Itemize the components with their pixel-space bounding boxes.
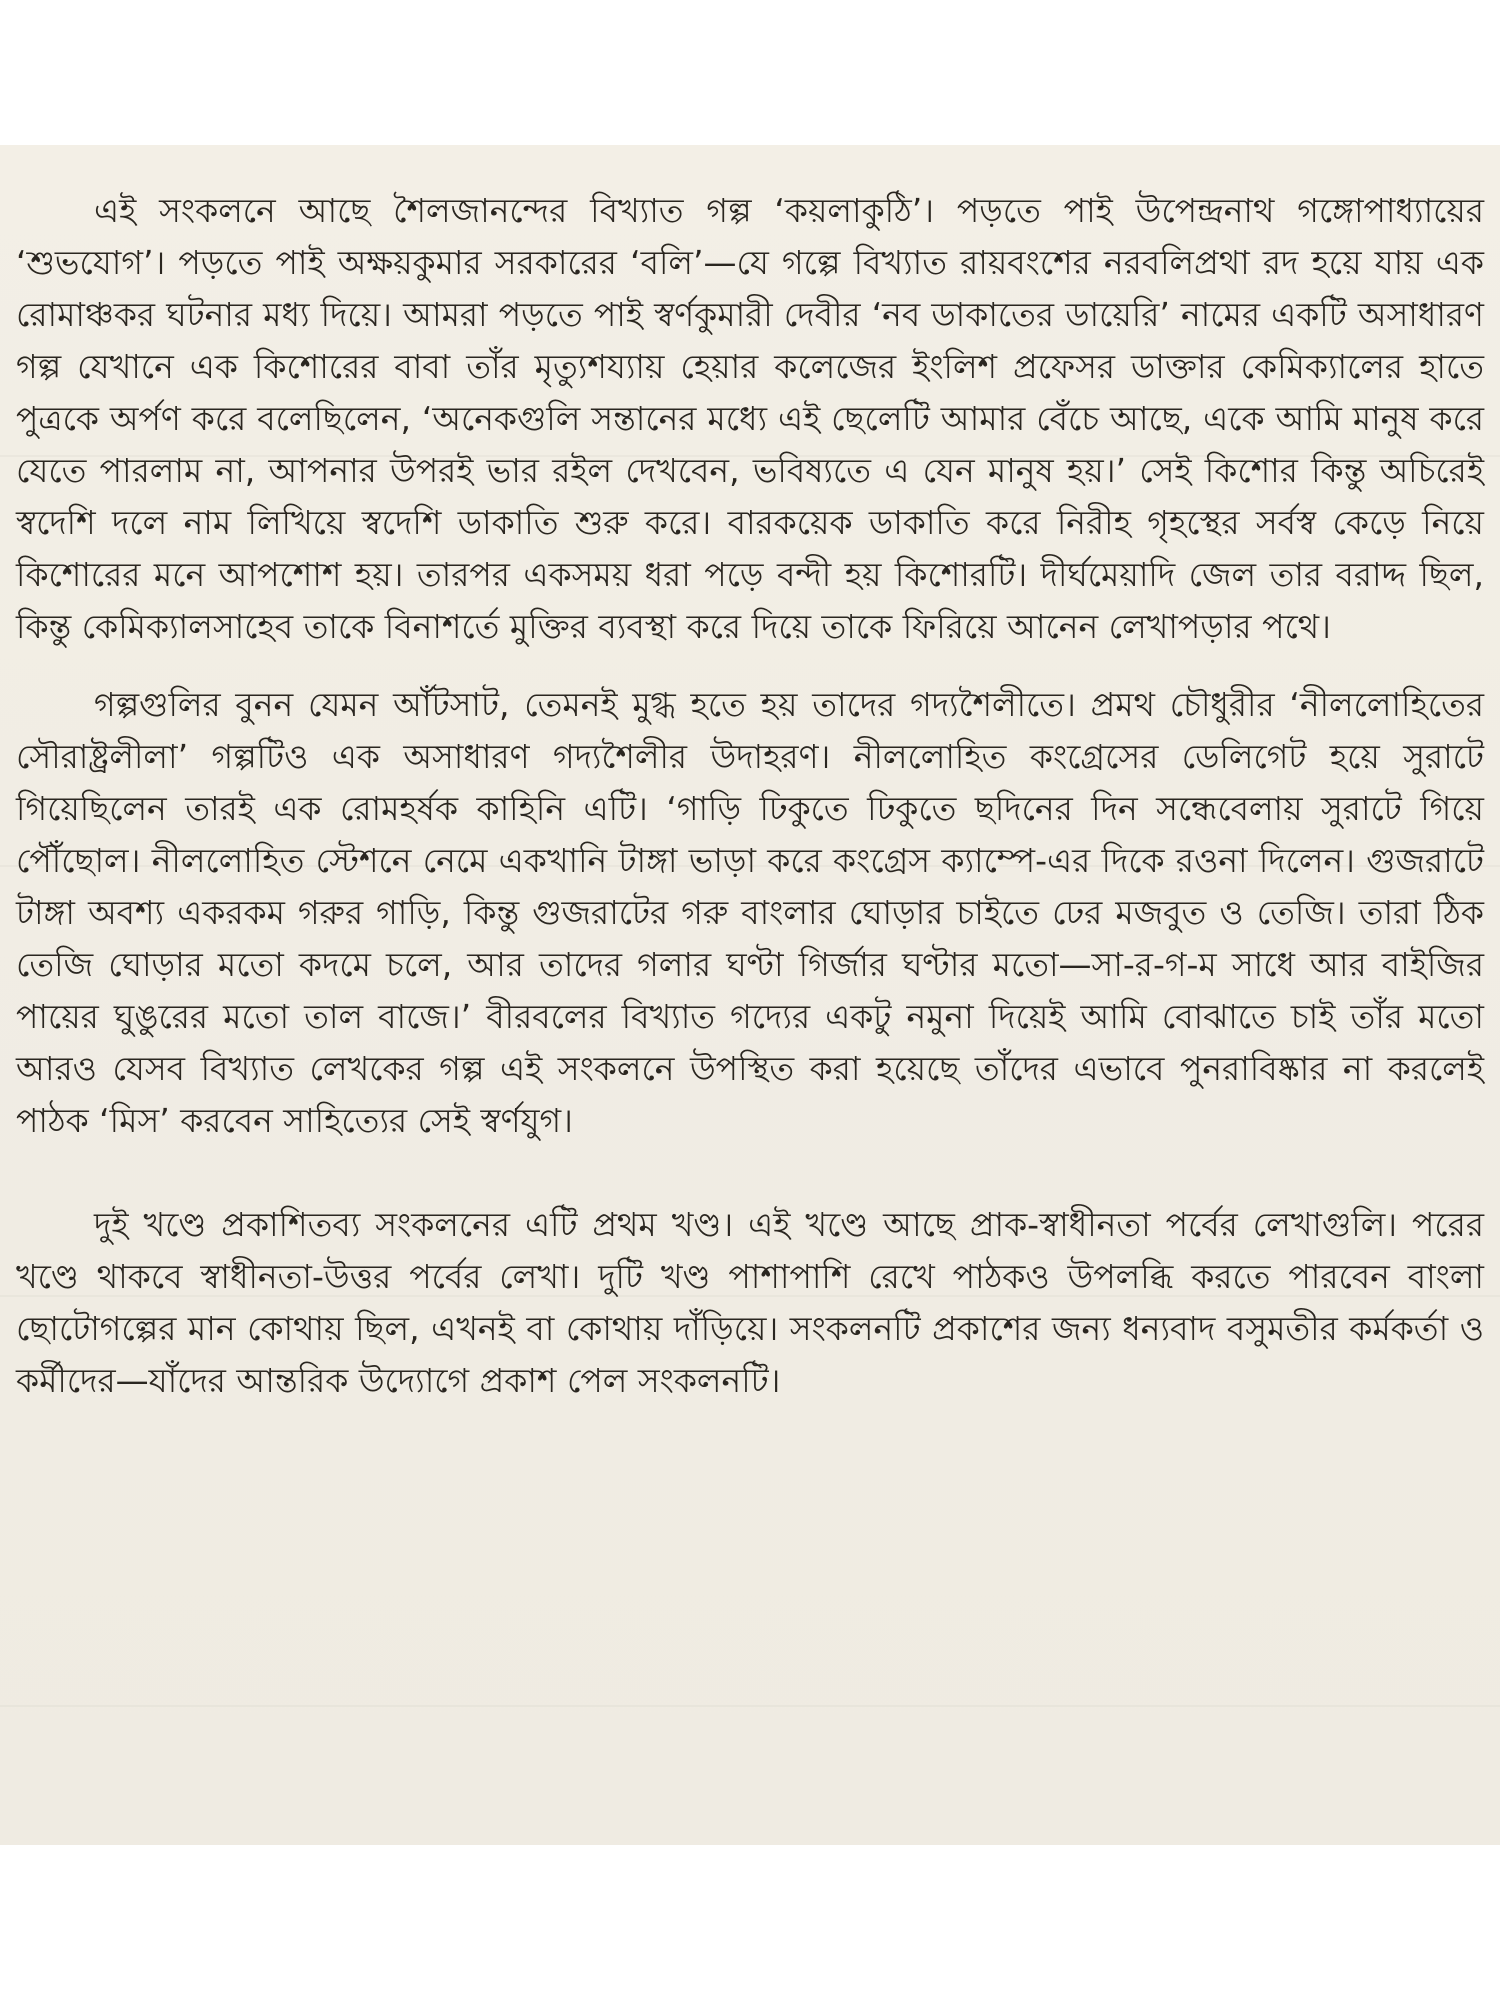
paragraph-2: গল্পগুলির বুনন যেমন আঁটসাট, তেমনই মুগ্ধ হতে হয় তাদের গদ্যশৈলীতে। প্রমথ চৌধুরীর ‘নীললোহিতের সৌরাষ্ট্রলীলা’ গল্পটিও এক অসাধারণ গদ্যশৈলীর উদাহরণ। নীললোহিত কংগ্রেসের ডেলিগেট হয়ে সুরাটে গিয়েছিলেন তারই এক রোমহর্ষক কাহিনি এটি। ‘গাড়ি ঢিকুতে ঢিকুতে ছদিনের দিন সন্ধেবেলায় সুরাটে গিয়ে পৌঁছোল। নীললোহিত স্টেশনে নেমে একখানি টাঙ্গা ভাড়া করে কংগ্রেস ক্যাম্পে-এর দিকে রওনা দিলেন। গুজরাটে টাঙ্গা অবশ্য একরকম গরুর গাড়ি, কিন্তু গুজরাটের গরু বাংলার ঘোড়ার চাইতে ঢের মজবুত ও তেজি। তারা ঠিক তেজি ঘোড়ার মতো কদমে চলে, আর তাদের গলার ঘণ্টা গির্জার ঘণ্টার মতো—সা-র-গ-ম সাধে আর বাইজির পায়ের ঘুঙুরের মতো তাল বাজে।’ বীরবলের বিখ্যাত গদ্যের একটু নমুনা দিয়েই আমি বোঝাতে চাই তাঁর মতো আরও যেসব বিখ্যাত লেখকের গল্প এই সংকলনে উপস্থিত করা হয়েছে তাঁদের এভাবে পুনরাবিষ্কার না করলেই পাঠক ‘মিস’ করবেন সাহিত্যের সেই স্বর্ণযুগ।: [16, 685, 1484, 1140]
text-block: [16, 185, 1484, 1407]
paragraph-3: দুই খণ্ডে প্রকাশিতব্য সংকলনের এটি প্রথম খণ্ড। এই খণ্ডে আছে প্রাক-স্বাধীনতা পর্বের লেখাগুলি। পরের খণ্ডে থাকবে স্বাধীনতা-উত্তর পর্বের লেখা। দুটি খণ্ড পাশাপাশি রেখে পাঠকও উপলব্ধি করতে পারবেন বাংলা ছোটোগল্পের মান কোথায় ছিল, এখনই বা কোথায় দাঁড়িয়ে। সংকলনটি প্রকাশের জন্য ধন্যবাদ বসুমতীর কর্মকর্তা ও কর্মীদের—যাঁদের আন্তরিক উদ্যোগে প্রকাশ পেল সংকলনটি।: [16, 1205, 1484, 1400]
show-through-line: [0, 1705, 1500, 1707]
book-page: [0, 145, 1500, 1845]
paragraph-1: এই সংকলনে আছে শৈলজানন্দের বিখ্যাত গল্প ‘কয়লাকুঠি’। পড়তে পাই উপেন্দ্রনাথ গঙ্গোপাধ্যায়ের ‘শুভযোগ’। পড়তে পাই অক্ষয়কুমার সরকারের ‘বলি’—যে গল্পে বিখ্যাত রায়বংশের নরবলিপ্রথা রদ হয়ে যায় এক রোমাঞ্চকর ঘটনার মধ্য দিয়ে। আমরা পড়তে পাই স্বর্ণকুমারী দেবীর ‘নব ডাকাতের ডায়েরি’ নামের একটি অসাধারণ গল্প যেখানে এক কিশোরের বাবা তাঁর মৃত্যুশয্যায় হেয়ার কলেজের ইংলিশ প্রফেসর ডাক্তার কেমিক্যালের হাতে পুত্রকে অর্পণ করে বলেছিলেন, ‘অনেকগুলি সন্তানের মধ্যে এই ছেলেটি আমার বেঁচে আছে, একে আমি মানুষ করে যেতে পারলাম না, আপনার উপরই ভার রইল দেখবেন, ভবিষ্যতে এ যেন মানুষ হয়।’ সেই কিশোর কিন্তু অচিরেই স্বদেশি দলে নাম লিখিয়ে স্বদেশি ডাকাতি শুরু করে। বারকয়েক ডাকাতি করে নিরীহ গৃহস্থের সর্বস্ব কেড়ে নিয়ে কিশোরের মনে আপশোশ হয়। তারপর একসময় ধরা পড়ে বন্দী হয় কিশোরটি। দীর্ঘমেয়াদি জেল তার বরাদ্দ ছিল, কিন্তু কেমিক্যালসাহেব তাকে বিনাশর্তে মুক্তির ব্যবস্থা করে দিয়ে তাকে ফিরিয়ে আনেন লেখাপড়ার পথে।: [16, 191, 1484, 646]
